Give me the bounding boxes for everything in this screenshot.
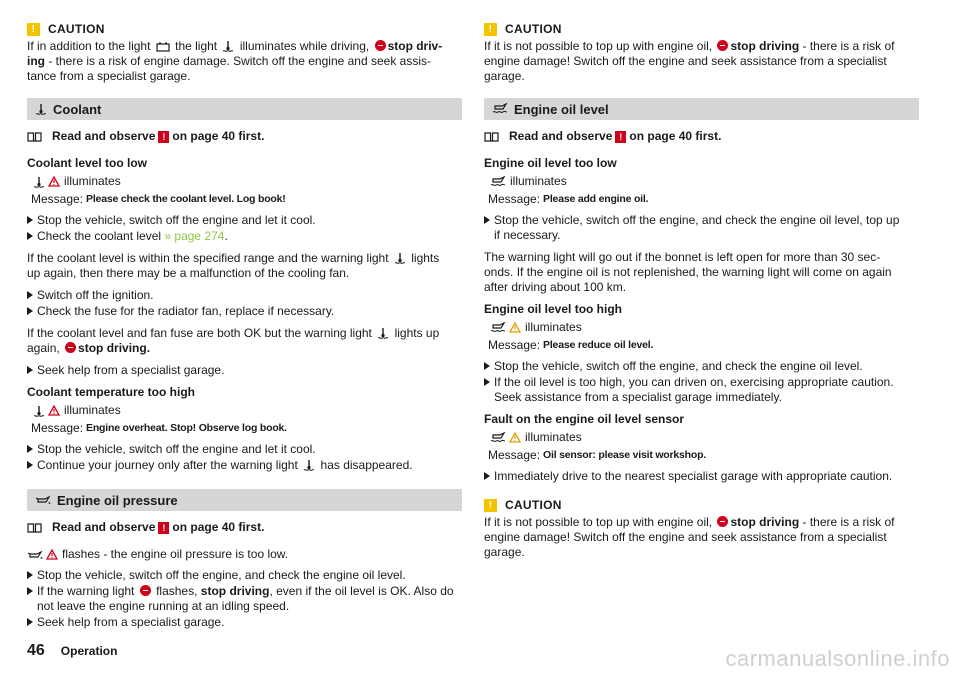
message-line: Message: Please check the coolant level. Log book! xyxy=(31,192,286,206)
left-column xyxy=(27,14,462,637)
coolant-thermometer-icon xyxy=(377,327,389,339)
page-number: 46 xyxy=(27,642,45,659)
oil-can-icon xyxy=(35,495,51,505)
book-icon xyxy=(27,522,42,533)
caution-heading: ! CAUTION xyxy=(27,22,462,37)
warning-icon: ! xyxy=(158,131,169,143)
paragraph: If the coolant level and fan fuse are both OK but the warning light lights up again, stop driving. xyxy=(27,326,440,355)
caution-icon: ! xyxy=(484,499,497,512)
oil-level-icon xyxy=(492,103,508,115)
steps-list xyxy=(484,213,919,243)
section-heading-oil-pressure: Engine oil pressure xyxy=(27,489,462,511)
page-footer xyxy=(27,642,117,660)
subheading: Engine oil level too low xyxy=(484,156,617,170)
list-item: If the oil level is too high, you can driven on, exercising appropriate caution. Seek assistance from a specialist garage immediately. xyxy=(484,375,919,405)
section-heading-oil-level: Engine oil level xyxy=(484,98,919,120)
message-line: Message: Please reduce oil level. xyxy=(488,338,654,352)
list-item: Seek help from a specialist garage. xyxy=(27,363,462,378)
steps-list xyxy=(27,568,462,630)
list-item: Stop the vehicle, switch off the engine and let it cool. xyxy=(27,213,462,228)
book-icon xyxy=(27,131,42,142)
stop-icon xyxy=(717,516,728,527)
steps-list xyxy=(27,288,462,319)
caution-text: If it is not possible to top up with engine oil, stop driving - there is a risk of engine damage! Switch off the engine and seek assistance from a specialist garage. xyxy=(484,515,895,559)
caution-text: If it is not possible to top up with engine oil, stop driving - there is a risk of engine damage! Switch off the engine and seek assistance from a specialist garage. xyxy=(484,39,895,83)
caution-text: If in addition to the light the light illuminates while driving, stop driv- ing - there is a risk of engine damage. Switch off the engine and seek assis- tance from a specialist garage. xyxy=(27,39,443,83)
warning-triangle-icon xyxy=(509,432,521,443)
steps-list xyxy=(27,442,462,473)
list-item: Stop the vehicle, switch off the engine, and check the engine oil level. xyxy=(27,568,462,583)
oil-level-icon xyxy=(490,322,506,334)
book-icon xyxy=(484,131,499,142)
coolant-thermometer-icon xyxy=(222,40,234,52)
message-line: Message: Please add engine oil. xyxy=(488,192,649,206)
caution-icon: ! xyxy=(484,23,497,36)
caution-heading: ! CAUTION xyxy=(484,22,919,37)
list-item: Continue your journey only after the warning light has disappeared. xyxy=(27,458,462,473)
stop-icon xyxy=(65,342,76,353)
oil-level-icon xyxy=(490,176,506,188)
section-heading-coolant: Coolant xyxy=(27,98,462,120)
read-and-observe: Read and observe ! on page 40 first. xyxy=(27,520,462,535)
list-item: Switch off the ignition. xyxy=(27,288,462,303)
paragraph: The warning light will go out if the bonnet is left open for more than 30 sec- onds. If the engine oil is not replenished, the warning light will come on again after driving about 100 km. xyxy=(484,250,892,294)
oil-level-icon xyxy=(490,432,506,444)
subheading: Coolant level too low xyxy=(27,156,148,170)
coolant-thermometer-icon xyxy=(33,176,45,188)
section-title: Operation xyxy=(60,644,118,658)
indicator-line: illuminates xyxy=(27,403,462,418)
list-item: Stop the vehicle, switch off the engine and let it cool. xyxy=(27,442,462,457)
message-line: Message: Engine overheat. Stop! Observe log book. xyxy=(31,421,287,435)
coolant-thermometer-icon xyxy=(303,459,315,471)
oil-can-icon xyxy=(27,550,43,560)
warning-triangle-icon xyxy=(48,405,60,416)
paragraph: If the coolant level is within the specified range and the warning light lights up again, then there may be a malfunction of the cooling fan. xyxy=(27,251,440,280)
warning-icon: ! xyxy=(158,522,169,534)
indicator-line: illuminates xyxy=(27,174,462,189)
battery-icon xyxy=(156,42,170,52)
right-column xyxy=(484,14,919,567)
stop-icon xyxy=(375,40,386,51)
indicator-line: flashes - the engine oil pressure is too low. xyxy=(27,547,462,562)
steps-list xyxy=(27,363,462,378)
steps-list xyxy=(484,469,919,484)
read-and-observe: Read and observe ! on page 40 first. xyxy=(27,129,462,144)
coolant-thermometer-icon xyxy=(394,252,406,264)
watermark: carmanualsonline.info xyxy=(725,646,950,671)
coolant-thermometer-icon xyxy=(33,405,45,417)
list-item: Check the coolant level » page 274. xyxy=(27,229,462,244)
stop-icon xyxy=(140,585,151,596)
steps-list xyxy=(27,213,462,244)
warning-triangle-icon xyxy=(509,322,521,333)
list-item: Check the fuse for the radiator fan, replace if necessary. xyxy=(27,304,462,319)
coolant-thermometer-icon xyxy=(35,103,47,115)
read-and-observe: Read and observe ! on page 40 first. xyxy=(484,129,919,144)
list-item: Seek help from a specialist garage. xyxy=(27,615,462,630)
warning-triangle-icon xyxy=(48,176,60,187)
subheading: Coolant temperature too high xyxy=(27,385,195,399)
subheading: Engine oil level too high xyxy=(484,302,623,316)
message-line: Message: Oil sensor: please visit workshop. xyxy=(488,448,707,462)
warning-icon: ! xyxy=(615,131,626,143)
indicator-line: illuminates xyxy=(484,430,919,445)
steps-list xyxy=(484,359,919,405)
page-link[interactable]: » page 274 xyxy=(164,229,225,243)
list-item: Stop the vehicle, switch off the engine, and check the engine oil level, top up if necessary. xyxy=(484,213,919,243)
warning-triangle-icon xyxy=(46,549,58,560)
stop-icon xyxy=(717,40,728,51)
caution-icon: ! xyxy=(27,23,40,36)
indicator-line: illuminates xyxy=(484,174,919,189)
indicator-line: illuminates xyxy=(484,320,919,335)
subheading: Fault on the engine oil level sensor xyxy=(484,412,685,426)
caution-heading: ! CAUTION xyxy=(484,498,919,513)
list-item: Immediately drive to the nearest specialist garage with appropriate caution. xyxy=(484,469,919,484)
list-item: Stop the vehicle, switch off the engine, and check the engine oil level. xyxy=(484,359,919,374)
list-item: If the warning light flashes, stop driving, even if the oil level is OK. Also do not leave the engine running at an idling speed. xyxy=(27,584,462,614)
